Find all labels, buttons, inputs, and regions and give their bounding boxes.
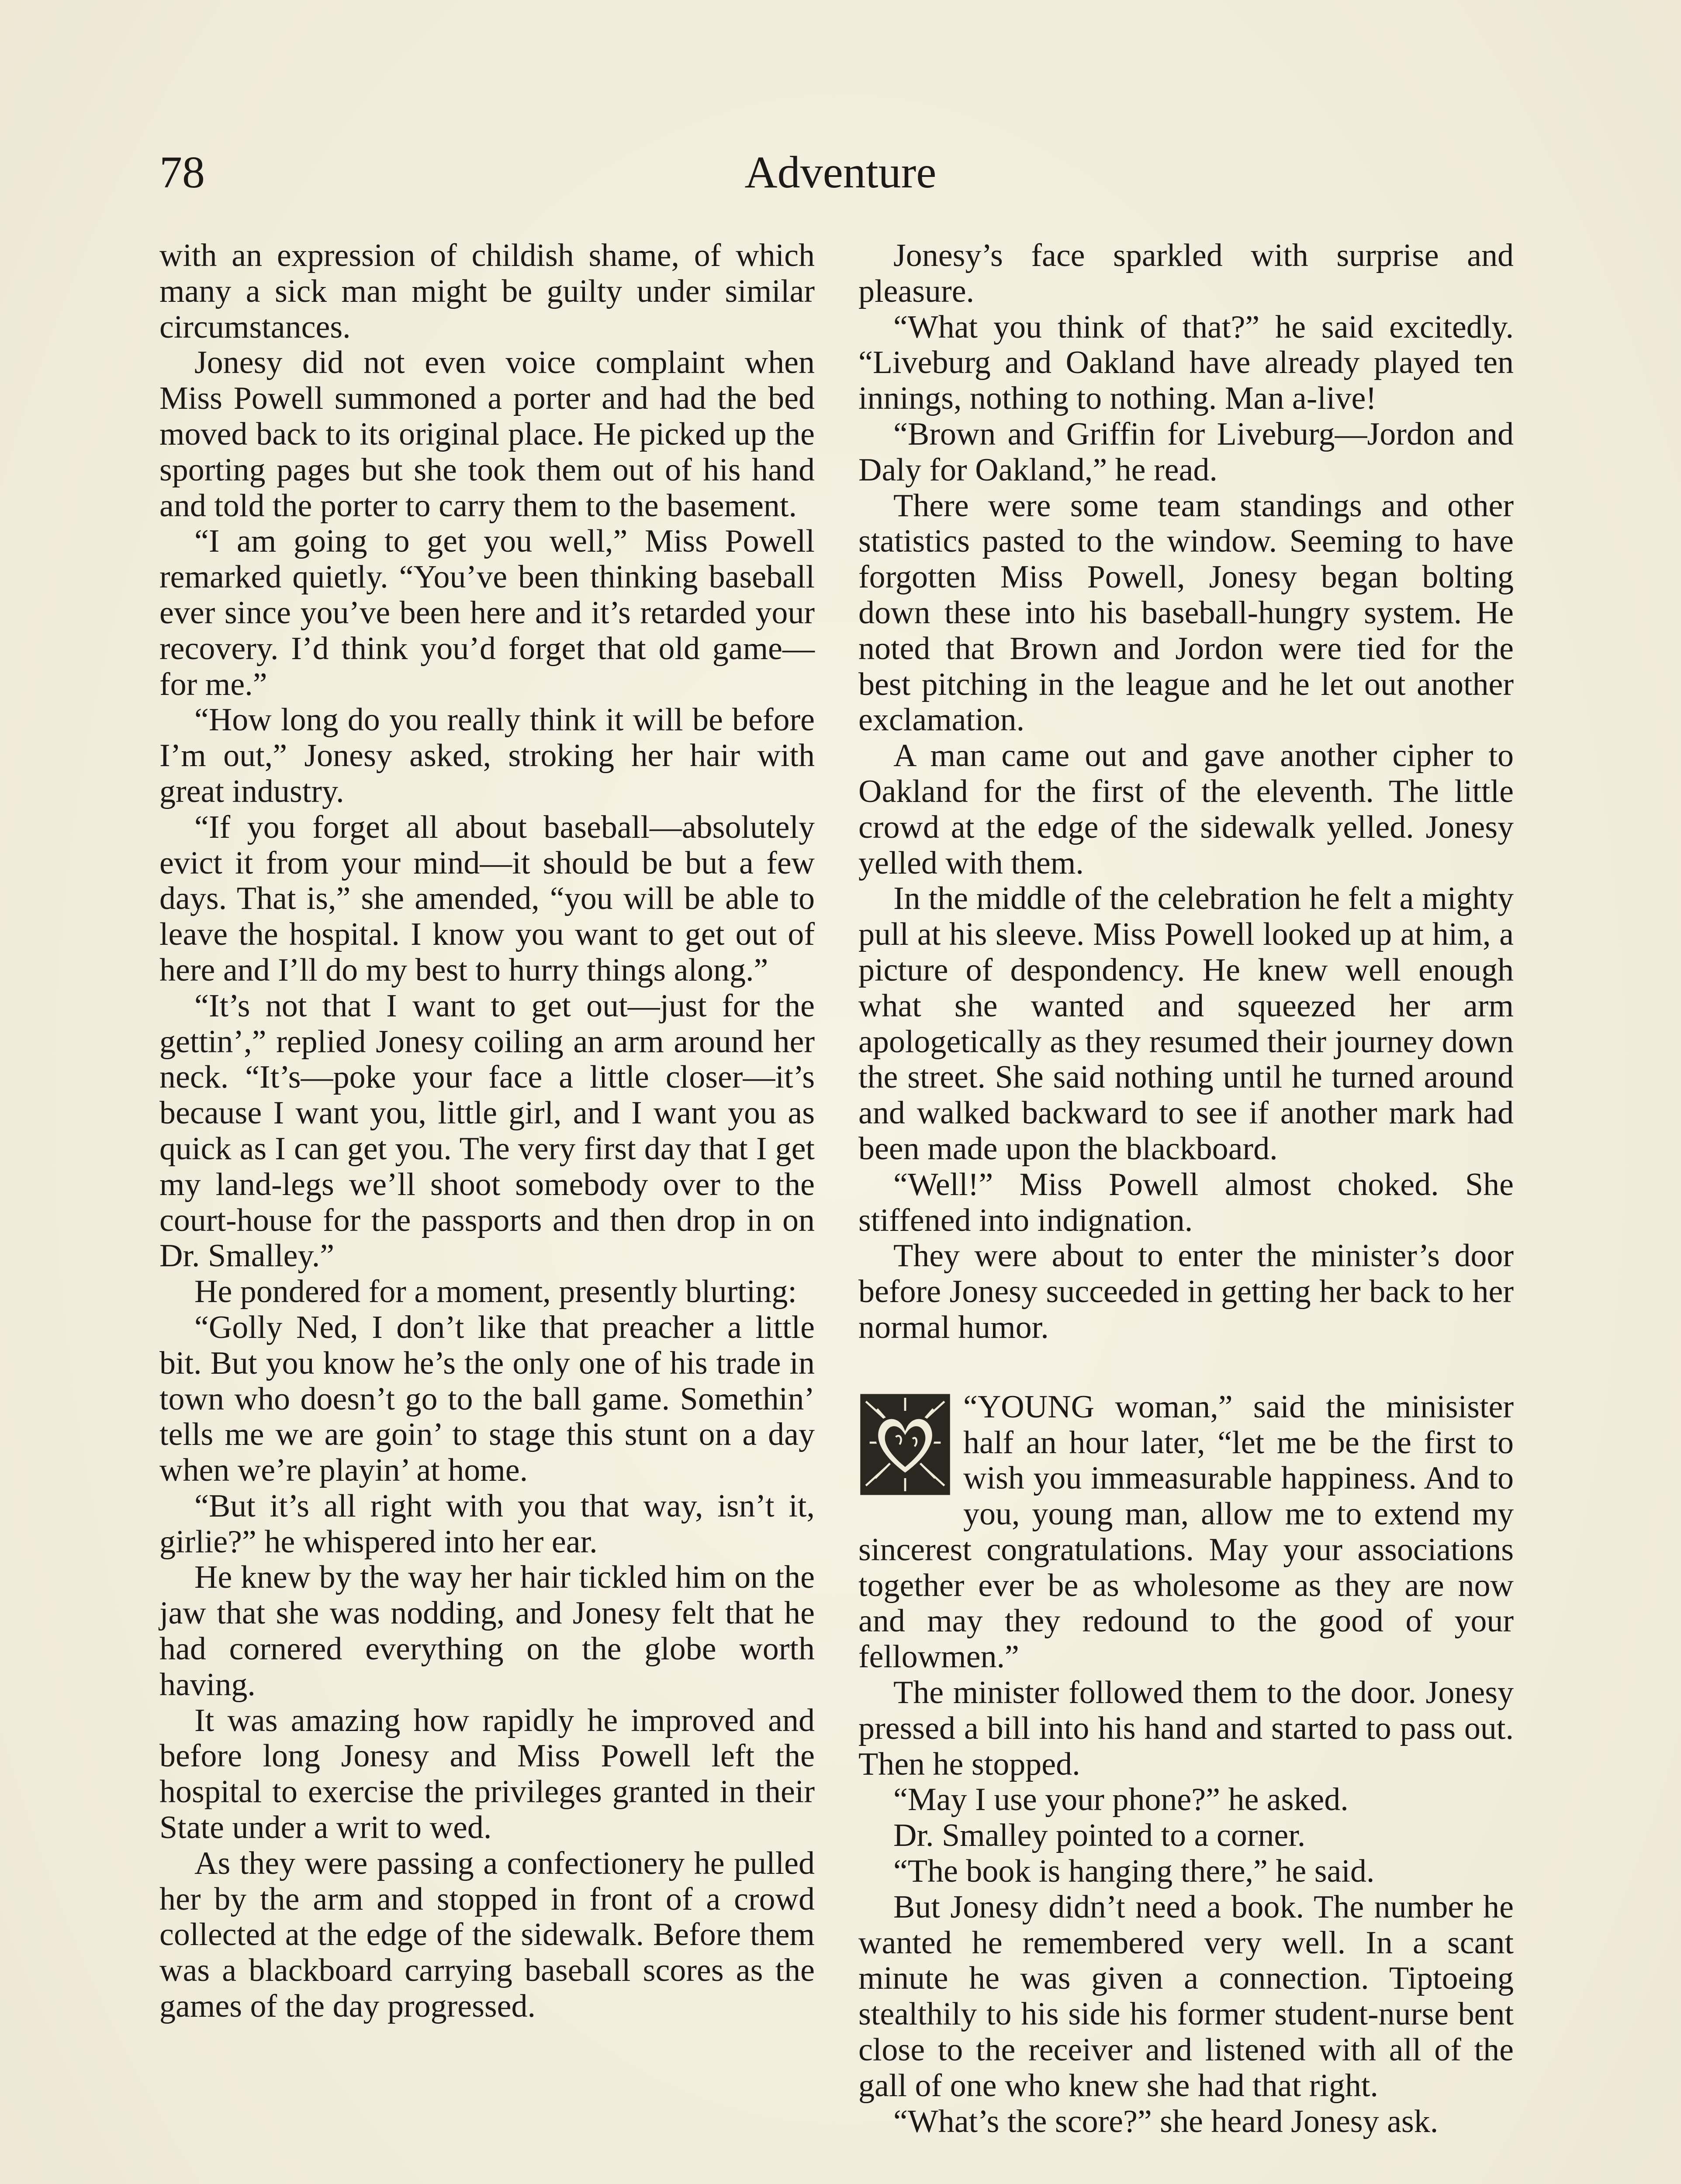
paragraph: But Jonesy didn’t need a book. The number he wanted he remembered very well. In a scant minute he was given a connection. Tiptoeing stealthily to his side his former student-nurse bent close to the receiver and listened with all of the gall of one who knew she had that right. <box>858 1889 1514 2104</box>
paragraph: As they were passing a confectionery he pulled her by the arm and stopped in front of a crowd collected at the edge of the sidewalk. Before them was a blackboard carrying baseball scores as the games of the day progressed. <box>159 1845 815 2025</box>
paragraph: Dr. Smalley pointed to a corner. <box>893 1818 1306 1854</box>
page-header <box>159 144 1522 201</box>
paragraph: “But it’s all right with you that way, isn’t it, girlie?” he whispered into her ear. <box>159 1488 815 1560</box>
paragraph: “May I use your phone?” he asked. <box>893 1782 1349 1818</box>
page-number: 78 <box>159 147 205 197</box>
paragraph: “Well!” Miss Powell almost choked. She stiffened into indignation. <box>858 1166 1514 1238</box>
section-break <box>858 1346 1514 1389</box>
paragraph: “If you forget all about baseball—absolutely evict it from your mind—it should be but a few days. That is,” she amended, “you will be able to leave the hospital. I know you want to get out of here and I’ll do my best to hurry things along.” <box>159 809 815 988</box>
paragraph: He knew by the way her hair tickled him on the jaw that she was nodding, and Jonesy felt that he had cornered everything on the globe worth having. <box>159 1559 815 1703</box>
paragraph: It was amazing how rapidly he improved and before long Jonesy and Miss Powell left the hospital to exercise the privileges granted in their State under a writ to wed. <box>159 1702 815 1846</box>
left-column <box>159 238 815 2025</box>
paragraph: “The book is hanging there,” he said. <box>893 1853 1375 1890</box>
paragraph: Jonesy’s face sparkled with surprise and pleasure. <box>858 238 1514 309</box>
paragraph: In the middle of the celebration he felt a mighty pull at his sleeve. Miss Powell looked up at him, a picture of despondency. He knew well enough what she wanted and squeezed her arm apologetically as they resumed their journey down the street. She said nothing until he turned around and walked backward to see if another mark had been made upon the blackboard. <box>858 881 1514 1167</box>
paragraph: The minister followed them to the door. Jonesy pressed a bill into his hand and started to pass out. Then he stopped. <box>858 1675 1514 1782</box>
paragraph: “What you think of that?” he said excitedly. “Liveburg and Oakland have already played ten innings, nothing to nothing. Man a-live! <box>858 309 1514 417</box>
paragraph: There were some team standings and other statistics pasted to the window. Seeming to have forgotten Miss Powell, Jonesy began bolting down these into his baseball-hungry system. He noted that Brown and Jordon were tied for the best pitching in the league and he let out another exclamation. <box>858 487 1514 738</box>
paragraph: Jonesy did not even voice complaint when Miss Powell summoned a porter and had the bed moved back to its original place. He picked up the sporting pages but she took them out of his hand and told the porter to carry them to the basement. <box>159 345 815 524</box>
paragraph: They were about to enter the minister’s door before Jonesy succeeded in getting her back to her normal humor. <box>858 1238 1514 1345</box>
paragraph: A man came out and gave another cipher to Oakland for the first of the eleventh. The little crowd at the edge of the sidewalk yelled. Jonesy yelled with them. <box>858 738 1514 881</box>
paragraph: “Golly Ned, I don’t like that preacher a little bit. But you know he’s the only one of his trade in town who doesn’t go to the ball game. Somethin’ tells me we are goin’ to stage this stunt on a day when we’re playin’ at home. <box>159 1309 815 1489</box>
paragraph: “It’s not that I want to get out—just for the gettin’,” replied Jonesy coiling an arm around her neck. “It’s—poke your face a little closer—it’s because I want you, little girl, and I want you as quick as I can get you. The very first day that I get my land-legs we’ll shoot somebody over to the court-house for the passports and then drop in on Dr. Smalley.” <box>159 988 815 1274</box>
paragraph: “How long do you really think it will be before I’m out,” Jonesy asked, stroking her hair with great industry. <box>159 702 815 809</box>
paragraph: “I am going to get you well,” Miss Powell remarked quietly. “You’ve been thinking baseball ever since you’ve been here and it’s retarded your recovery. I’d think you’d forget that old game—for me.” <box>159 523 815 702</box>
right-column <box>858 238 1514 2139</box>
paragraph: “YOUNG woman,” said the minisister half an hour later, “let me be the first to wish you immeasurable happiness. And to you, young man, allow me to extend my sincerest congratulations. May your associations together ever be as wholesome as they are now and may they redound to the good of your fellowmen.” <box>858 1389 1514 1675</box>
paragraph: He pondered for a moment, presently blurting: <box>194 1274 797 1310</box>
paragraph: “What’s the score?” she heard Jonesy ask. <box>893 2103 1439 2139</box>
running-title: Adventure <box>744 147 937 197</box>
paragraph: with an expression of childish shame, of which many a sick man might be guilty under similar circumstances. <box>159 238 815 345</box>
paragraph: “Brown and Griffin for Liveburg—Jordon and Daly for Oakland,” he read. <box>858 416 1514 488</box>
heart-ornament-icon <box>858 1392 952 1497</box>
